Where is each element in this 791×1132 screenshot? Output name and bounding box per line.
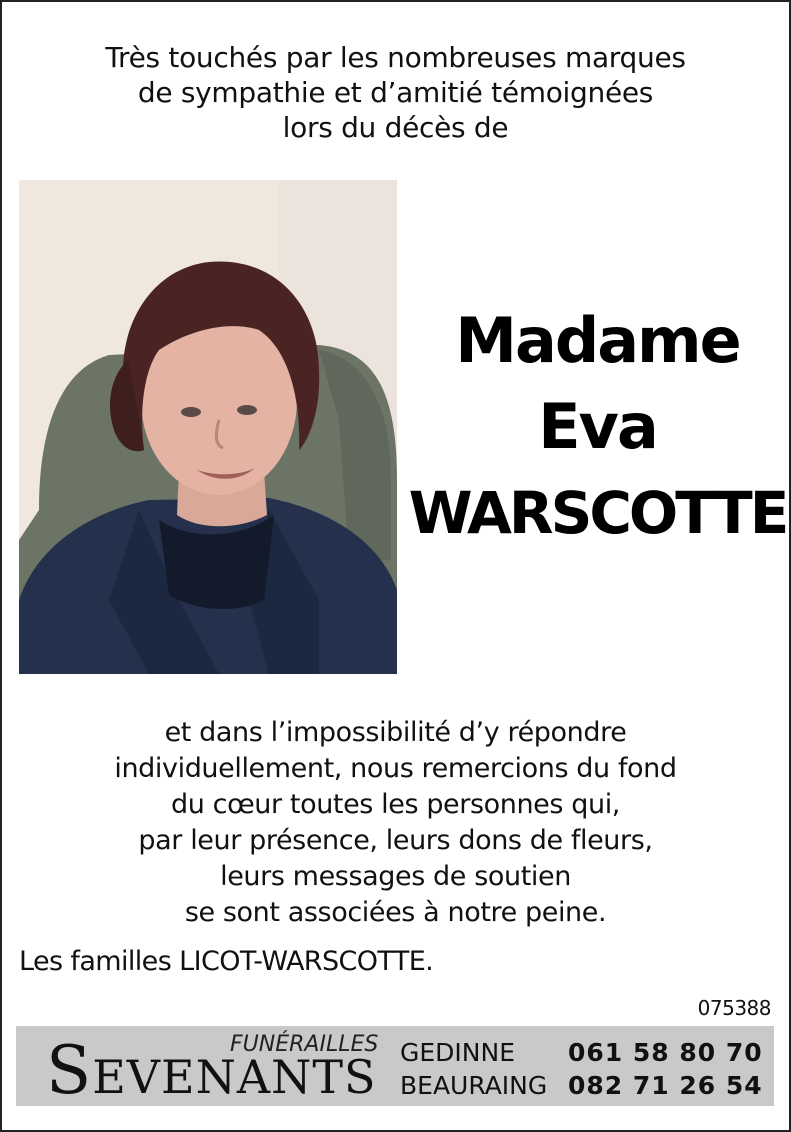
name-title: Madame xyxy=(455,304,740,377)
intro-line: lors du décès de xyxy=(282,111,509,144)
thanks-line: par leur présence, leurs dons de fleurs, xyxy=(138,825,653,856)
thanks-line: se sont associées à notre peine. xyxy=(184,897,607,928)
funeral-home-banner xyxy=(16,1026,774,1109)
intro-line: de sympathie et d’amitié témoignées xyxy=(137,76,654,109)
deceased-name xyxy=(405,298,790,556)
brand-subtitle: FUNÉRAILLES xyxy=(230,1032,379,1057)
thanks-line: du cœur toutes les personnes qui, xyxy=(171,789,620,820)
portrait-illustration xyxy=(19,180,397,674)
name-first: Eva xyxy=(538,390,657,463)
office-phone: 061 58 80 70 xyxy=(568,1038,763,1067)
reference-number: 075388 xyxy=(697,996,771,1020)
thanks-line: individuellement, nous remercions du fond xyxy=(114,753,677,784)
thanks-line: et dans l’impossibilité d’y répondre xyxy=(164,717,627,748)
thanks-text xyxy=(0,715,791,931)
thanks-line: leurs messages de soutien xyxy=(220,861,571,892)
intro-text xyxy=(0,40,791,145)
office-town: BEAURAING xyxy=(400,1071,548,1100)
office-town: GEDINNE xyxy=(400,1038,515,1067)
brand-logo xyxy=(46,1032,377,1112)
intro-line: Très touchés par les nombreuses marques xyxy=(105,41,686,74)
portrait-photo xyxy=(19,180,397,674)
office-phone: 082 71 26 54 xyxy=(568,1071,763,1100)
name-last: WARSCOTTE xyxy=(408,479,787,547)
family-signature: Les familles LICOT-WARSCOTTE. xyxy=(19,946,434,977)
brand-name: EVENANTS xyxy=(92,1050,377,1104)
brand-initial: S xyxy=(46,1032,93,1109)
